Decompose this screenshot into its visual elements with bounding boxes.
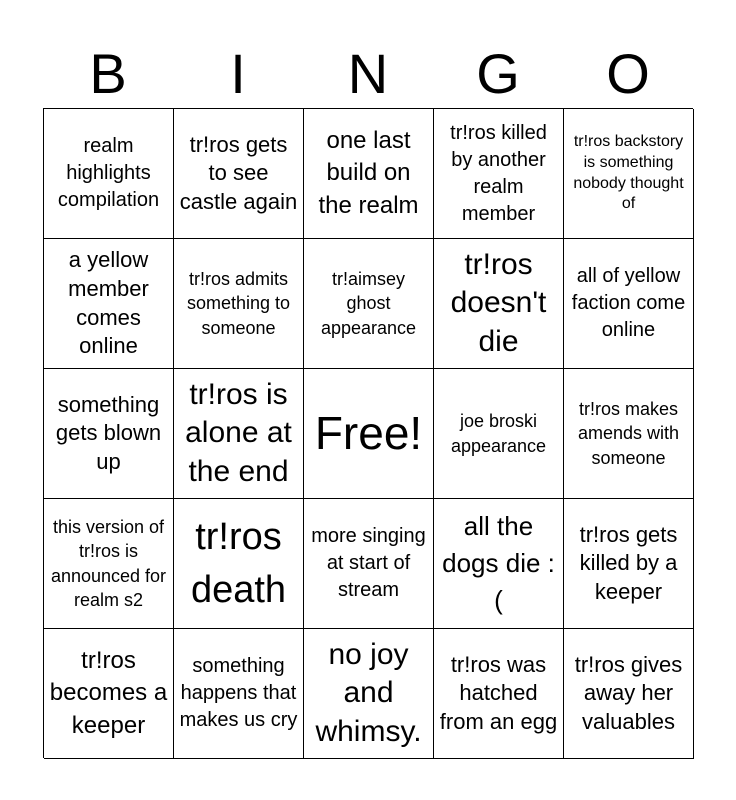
cell-text: tr!ros killed by another realm member [450, 121, 547, 225]
bingo-cell-r2c2[interactable] [174, 239, 304, 369]
free-space: Free! [314, 406, 423, 459]
cell-text: one last build on the realm [318, 126, 419, 219]
cell-text: tr!ros gets killed by a keeper [579, 521, 678, 604]
cell-text: tr!ros gets to see castle again [179, 131, 298, 214]
header-letter-g: G [476, 42, 520, 105]
header-letter-i: I [230, 42, 246, 105]
bingo-cell-r2c3[interactable] [304, 239, 434, 369]
cell-text: tr!aimsey ghost appearance [320, 269, 417, 338]
cell-text: something gets blown up [55, 391, 162, 474]
bingo-cell-r3c1[interactable] [44, 369, 174, 499]
bingo-cell-r1c3[interactable] [304, 109, 434, 239]
bingo-cell-r3c2[interactable] [174, 369, 304, 499]
bingo-cell-r5c4[interactable] [434, 629, 564, 759]
bingo-cell-r1c1[interactable] [44, 109, 174, 239]
header-letter-b: B [89, 42, 127, 105]
cell-text: no joy and whimsy. [315, 637, 422, 748]
bingo-cell-r3c3[interactable] [304, 369, 434, 499]
cell-text: tr!ros gives away her valuables [574, 651, 683, 734]
cell-text: this version of tr!ros is announced for realm s2 [50, 516, 167, 610]
cell-text: realm highlights compilation [57, 135, 160, 211]
bingo-cell-r4c2[interactable] [174, 499, 304, 629]
bingo-cell-r3c5[interactable] [564, 369, 694, 499]
cell-text: tr!ros is alone at the end [185, 377, 292, 488]
header-letter-n: N [347, 42, 389, 105]
bingo-cell-r4c5[interactable] [564, 499, 694, 629]
bingo-card [43, 108, 693, 758]
bingo-header [43, 40, 693, 108]
bingo-cell-r5c3[interactable] [304, 629, 434, 759]
cell-text: tr!ros backstory is something nobody thought of [573, 132, 684, 213]
cell-text: tr!ros makes amends with someone [577, 399, 680, 468]
bingo-cell-r4c3[interactable] [304, 499, 434, 629]
bingo-cell-r5c2[interactable] [174, 629, 304, 759]
bingo-cell-r1c5[interactable] [564, 109, 694, 239]
bingo-cell-r1c2[interactable] [174, 109, 304, 239]
bingo-cell-r5c5[interactable] [564, 629, 694, 759]
bingo-cell-r2c5[interactable] [564, 239, 694, 369]
cell-text: tr!ros death [190, 516, 287, 611]
bingo-cell-r3c4[interactable] [434, 369, 564, 499]
bingo-cell-r5c1[interactable] [44, 629, 174, 759]
cell-text: tr!ros becomes a keeper [49, 646, 168, 739]
cell-text: all of yellow faction come online [571, 265, 686, 341]
bingo-cell-r2c4[interactable] [434, 239, 564, 369]
cell-text: a yellow member comes online [68, 247, 149, 359]
bingo-cell-r4c4[interactable] [434, 499, 564, 629]
bingo-cell-r2c1[interactable] [44, 239, 174, 369]
cell-text: tr!ros admits something to someone [186, 269, 291, 338]
cell-text: more singing at start of stream [311, 525, 426, 601]
cell-text: tr!ros was hatched from an egg [439, 651, 558, 734]
cell-text: tr!ros doesn't die [450, 247, 547, 358]
cell-text: all the dogs die :( [442, 511, 555, 615]
bingo-cell-r1c4[interactable] [434, 109, 564, 239]
bingo-cell-r4c1[interactable] [44, 499, 174, 629]
header-letter-o: O [606, 42, 650, 105]
cell-text: joe broski appearance [450, 411, 547, 456]
cell-text: something happens that makes us cry [179, 655, 298, 731]
